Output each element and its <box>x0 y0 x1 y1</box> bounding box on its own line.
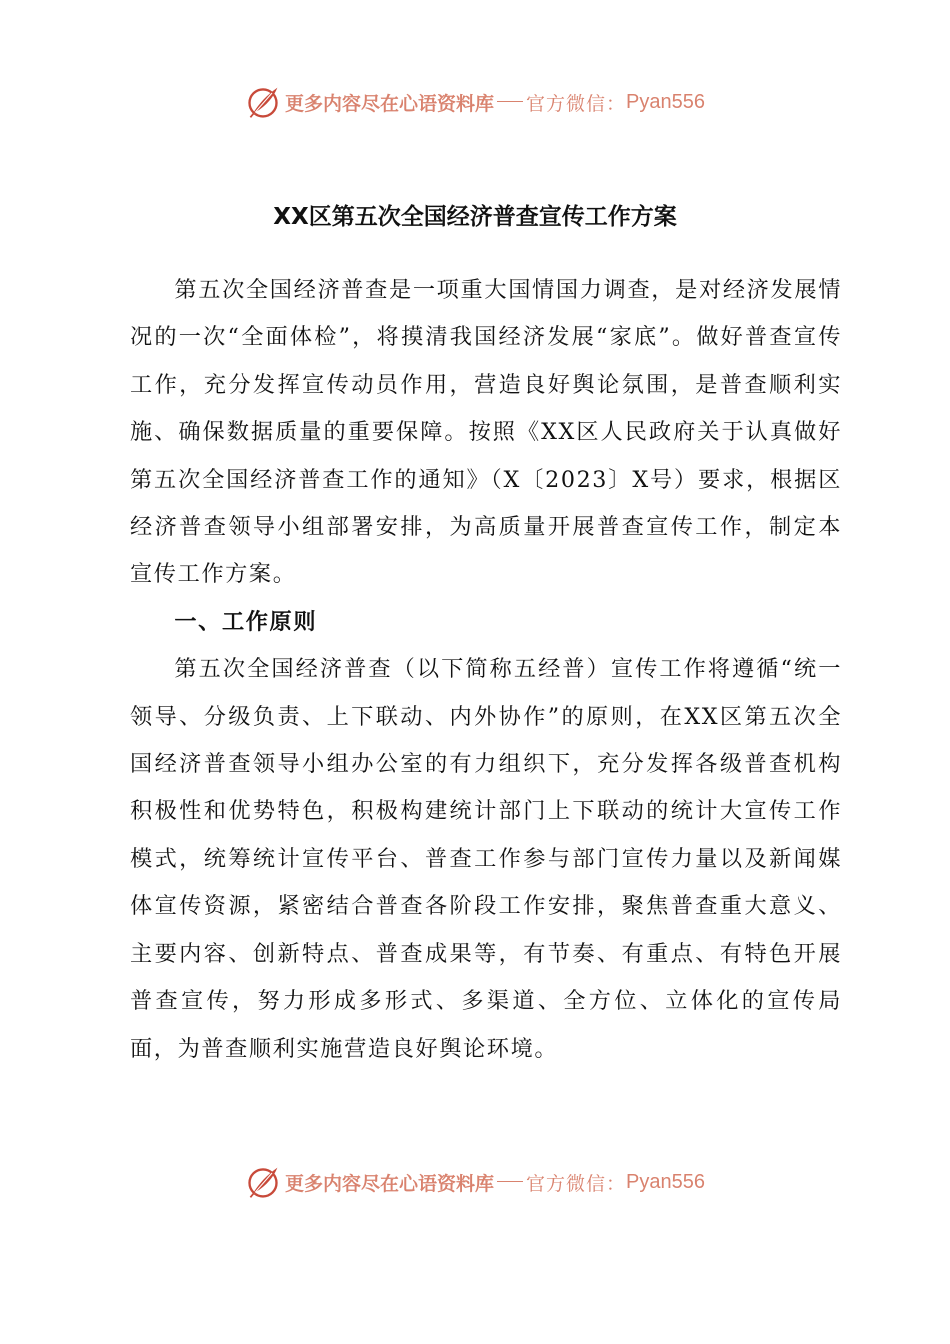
section-heading-principles: 一、工作原则 <box>174 608 318 635</box>
watermark-account-id: Pyan556 <box>626 1170 705 1193</box>
principles-paragraph: 第五次全国经济普查（以下简称五经普）宣传工作将遵循“统一领导、分级负责、上下联动、内外协作”的原则，在XX区第五次全国经济普查领导小组办公室的有力组织下，充分发挥各级普查机构积极性和优势特色，积极构建统计部门上下联动的统计大宣传工作模式，统筹统计宣传平台、普查工作参与部门宣传力量以及新闻媒体宣传资源，紧密结合普查各阶段工作安排，聚焦普查重大意义、主要内容、创新特点、普查成果等，有节奏、有重点、有特色开展普查宣传，努力形成多形式、多渠道、全方位、立体化的宣传局面，为普查顺利实施营造良好舆论环境。 <box>130 656 842 1062</box>
feather-pen-logo-icon <box>245 1164 281 1200</box>
watermark-dash <box>497 101 523 102</box>
feather-pen-logo-icon <box>245 84 281 120</box>
header-watermark-banner <box>0 80 950 124</box>
watermark-wechat-label: 官方微信： <box>526 92 627 115</box>
watermark-account-id: Pyan556 <box>626 90 705 113</box>
watermark-brand-text: 更多内容尽在心语资料库 <box>285 92 495 115</box>
watermark-dash <box>497 1181 523 1182</box>
watermark-brand-text: 更多内容尽在心语资料库 <box>285 1172 495 1195</box>
document-title: XX区第五次全国经济普查宣传工作方案 <box>273 204 677 230</box>
document-body <box>130 267 842 1073</box>
watermark-wechat-label: 官方微信： <box>526 1172 627 1195</box>
intro-paragraph: 第五次全国经济普查是一项重大国情国力调查，是对经济发展情况的一次“全面体检”，将摸清我国经济发展“家底”。做好普查宣传工作，充分发挥宣传动员作用，营造良好舆论氛围，是普查顺利实施、确保数据质量的重要保障。按照《XX区人民政府关于认真做好第五次全国经济普查工作的通知》（X〔2023〕X号）要求，根据区经济普查领导小组部署安排，为高质量开展普查宣传工作，制定本宣传工作方案。 <box>130 277 842 588</box>
footer-watermark-banner <box>0 1160 950 1204</box>
